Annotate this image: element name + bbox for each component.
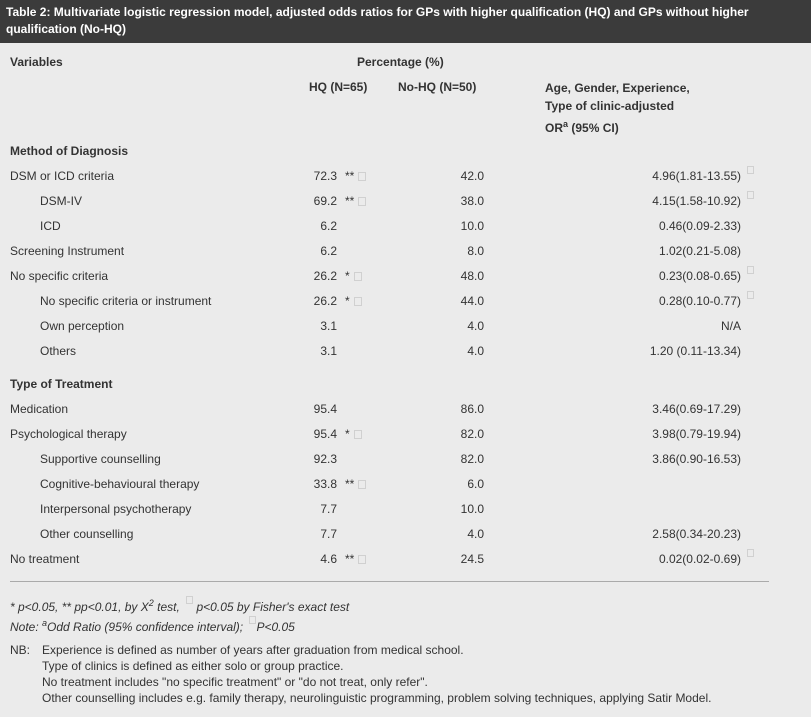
row-label: DSM-IV <box>40 194 82 208</box>
row-hq-value: 72.3 <box>313 169 337 183</box>
row-label: Supportive counselling <box>40 452 161 466</box>
row-hq-value: 3.1 <box>320 319 337 333</box>
row-label: Own perception <box>40 319 125 333</box>
fisher-marker-icon <box>358 480 366 489</box>
row-label: Cognitive-behavioural therapy <box>40 477 200 491</box>
row-or-value: 1.02(0.21-5.08) <box>658 244 741 258</box>
row-hq-value: 33.8 <box>313 477 337 491</box>
fisher-marker-icon <box>354 430 362 439</box>
header-or-line2: Type of clinic-adjusted <box>545 99 675 113</box>
row-label: Medication <box>10 402 69 416</box>
footnote-divider <box>10 581 769 582</box>
row-or-value: 3.86(0.90-16.53) <box>652 452 741 466</box>
row-hq-value: 69.2 <box>313 194 337 208</box>
row-nohq-value: 44.0 <box>460 294 484 308</box>
row-label: No treatment <box>10 552 80 566</box>
row-hq-value: 4.6 <box>320 552 337 566</box>
row-nohq-value: 82.0 <box>460 452 484 466</box>
row-nohq-value: 24.5 <box>460 552 484 566</box>
header-hq: HQ (N=65) <box>309 80 368 94</box>
p-marker-icon <box>747 291 754 299</box>
fisher-marker-icon <box>358 172 366 181</box>
row-label: No specific criteria <box>10 269 109 283</box>
row-or-value: 4.15(1.58-10.92) <box>652 194 741 208</box>
fisher-marker-icon <box>354 297 362 306</box>
header-nohq: No-HQ (N=50) <box>398 80 477 94</box>
nb-line: Experience is defined as number of years after graduation from medical school. <box>42 643 464 657</box>
row-or-value: 1.20 (0.11-13.34) <box>649 344 741 358</box>
row-nohq-value: 38.0 <box>460 194 484 208</box>
footnote-significance: * p<0.05, ** pp<0.01, by $X^2$ test, p<0.05 by Fisher's exact test <box>10 598 350 614</box>
nb-line: No treatment includes "no specific treatment" or "do not treat, only refer". <box>42 675 428 689</box>
row-or-value: 3.46(0.69-17.29) <box>652 402 741 416</box>
row-nohq-value: 86.0 <box>460 402 484 416</box>
header-or <box>545 79 690 137</box>
row-or-value: 3.98(0.79-19.94) <box>652 427 741 441</box>
nb-line: Other counselling includes e.g. family therapy, neurolinguistic programming, problem solving techniques, applying Satir Model. <box>42 691 712 705</box>
row-nohq-value: 48.0 <box>460 269 484 283</box>
row-or-value: 0.28(0.10-0.77) <box>658 294 741 308</box>
row-nohq-value: 4.0 <box>467 527 484 541</box>
row-or-value: 0.23(0.08-0.65) <box>658 269 741 283</box>
header-variables: Variables <box>10 55 63 69</box>
row-significance: * <box>345 294 362 308</box>
row-nohq-value: 10.0 <box>460 219 484 233</box>
row-nohq-value: 82.0 <box>460 427 484 441</box>
row-hq-value: 6.2 <box>320 219 337 233</box>
row-or-value: 4.96(1.81-13.55) <box>652 169 741 183</box>
row-label: Other counselling <box>40 527 134 541</box>
row-label: ICD <box>40 219 61 233</box>
row-or-value: 0.46(0.09-2.33) <box>658 219 741 233</box>
row-hq-value: 7.7 <box>320 502 337 516</box>
p-marker-icon <box>747 166 754 174</box>
header-percentage: Percentage (%) <box>357 55 444 69</box>
section-method-of-diagnosis: Method of Diagnosis <box>10 144 128 158</box>
row-nohq-value: 4.0 <box>467 344 484 358</box>
header-or-line1: Age, Gender, Experience, <box>545 81 690 95</box>
row-label: Psychological therapy <box>10 427 127 441</box>
row-significance: ** <box>345 169 366 183</box>
nb-label: NB: <box>10 643 31 657</box>
row-significance: ** <box>345 552 366 566</box>
header-or-line3: $OR^a$ (95% CI) <box>545 119 619 135</box>
row-nohq-value: 4.0 <box>467 319 484 333</box>
fisher-marker-icon <box>354 272 362 281</box>
row-significance: * <box>345 427 362 441</box>
row-significance: ** <box>345 194 366 208</box>
row-hq-value: 26.2 <box>313 269 337 283</box>
section-type-of-treatment: Type of Treatment <box>10 377 113 391</box>
row-hq-value: 26.2 <box>313 294 337 308</box>
p-marker-icon <box>747 266 754 274</box>
table-title: Table 2: Multivariate logistic regression model, adjusted odds ratios for GPs with higher qualification (HQ) and GPs without higher qualification (No-HQ) <box>0 0 811 43</box>
p-marker-icon <box>747 549 754 557</box>
row-nohq-value: 6.0 <box>467 477 484 491</box>
p-marker-icon <box>747 191 754 199</box>
row-or-value: 2.58(0.34-20.23) <box>652 527 741 541</box>
row-hq-value: 6.2 <box>320 244 337 258</box>
fisher-marker-icon <box>358 197 366 206</box>
row-label: DSM or ICD criteria <box>10 169 115 183</box>
row-significance: ** <box>345 477 366 491</box>
row-label: Interpersonal psychotherapy <box>40 502 192 516</box>
row-hq-value: 95.4 <box>313 402 337 416</box>
row-label: Screening Instrument <box>10 244 125 258</box>
row-nohq-value: 10.0 <box>460 502 484 516</box>
row-nohq-value: 8.0 <box>467 244 484 258</box>
row-nohq-value: 42.0 <box>460 169 484 183</box>
row-hq-value: 92.3 <box>313 452 337 466</box>
row-hq-value: 95.4 <box>313 427 337 441</box>
footnote-note: Note: $^a$Odd Ratio (95% confidence interval); P<0.05 <box>10 618 295 634</box>
row-significance: * <box>345 269 362 283</box>
nb-line: Type of clinics is defined as either solo or group practice. <box>42 659 344 673</box>
row-hq-value: 7.7 <box>320 527 337 541</box>
fisher-marker-icon <box>358 555 366 564</box>
row-or-value: N/A <box>720 319 741 333</box>
row-label: Others <box>40 344 77 358</box>
row-or-value: 0.02(0.02-0.69) <box>658 552 741 566</box>
fisher-marker-icon <box>186 596 193 604</box>
row-hq-value: 3.1 <box>320 344 337 358</box>
row-label: No specific criteria or instrument <box>40 294 212 308</box>
